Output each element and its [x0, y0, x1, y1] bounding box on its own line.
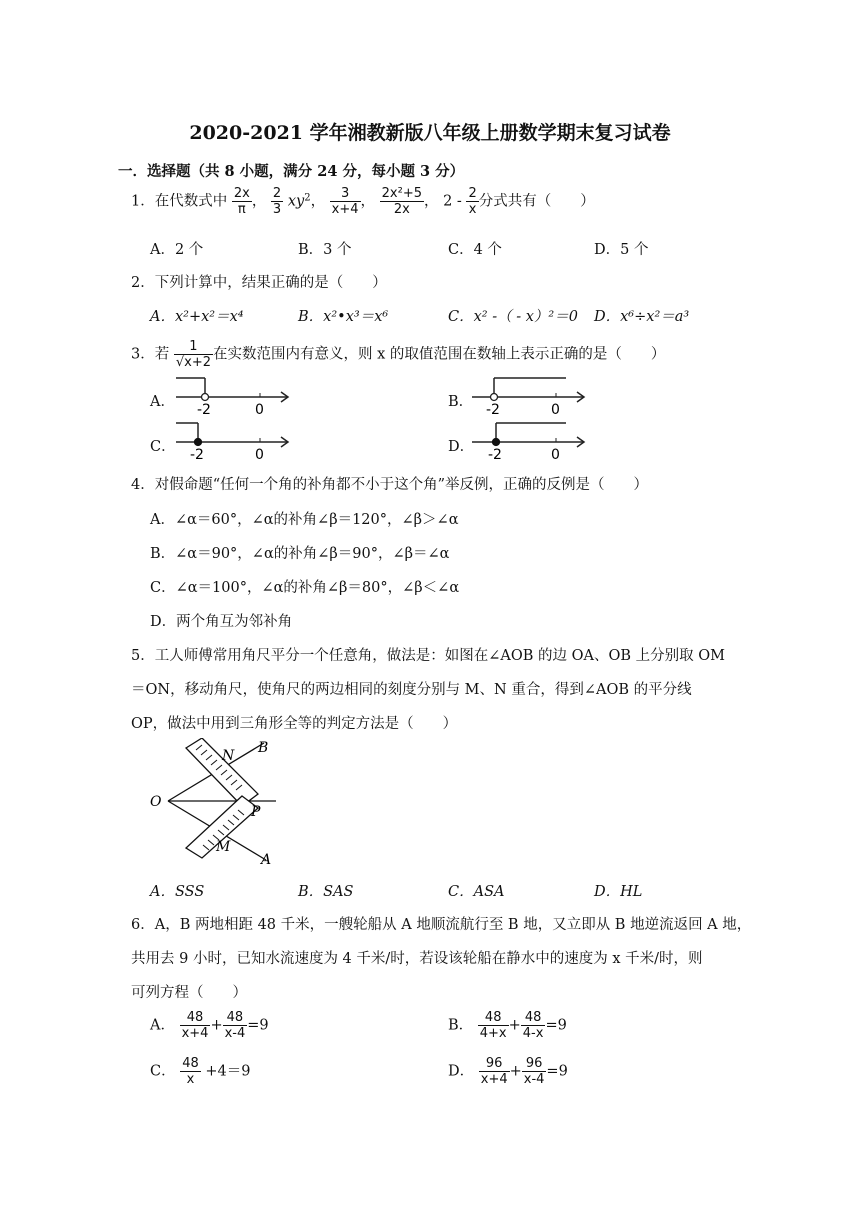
q2-option-d: D．x⁶÷x²＝a³ [594, 309, 690, 325]
question-3-stem: 3．若 $\frac{1}{√x+2}$ 在实数范围内有意义，则 x 的取值范围在数轴上表示正确的是（ ） [131, 339, 666, 370]
tick-label: 0 [551, 447, 560, 462]
question-4-stem: 4．对假命题“任何一个角的补角都不小于这个角”举反例，正确的反例是（ ） [131, 477, 649, 493]
tick-label: -2 [486, 402, 500, 417]
q1-option-a: A．2 个 [150, 242, 204, 258]
q2-option-a: A．x²+x²＝x⁴ [150, 309, 244, 325]
tick-label: 0 [255, 402, 264, 417]
question-6-line-2: 共用去 9 小时，已知水流速度为 4 千米/时，若设该轮船在静水中的速度为 x 千米/时，则 [131, 951, 703, 967]
q3-option-d-label: D． [448, 439, 475, 455]
q2-option-b: B．x²•x³＝x⁶ [298, 309, 389, 325]
q4-option-c: C．∠α＝100°，∠α的补角∠β＝80°，∠β＜∠α [150, 580, 460, 596]
point-label: B [258, 740, 269, 756]
point-label: M [216, 839, 231, 855]
fraction: $\frac{48}{x+4}$ [181, 1010, 209, 1041]
fraction: $\frac{3}{x+4}$ [331, 186, 359, 217]
question-6-line-3: 可列方程（ ） [131, 985, 247, 1001]
number-line-d [466, 417, 591, 462]
point-label: A [261, 852, 272, 868]
point-label: P [251, 804, 261, 820]
question-6-line-1: 6．A，B 两地相距 48 千米，一艘轮船从 A 地顺流航行至 B 地，又立即从 B 地逆流返回 A 地， [131, 917, 752, 933]
point-label: O [150, 794, 162, 810]
fraction: $\frac{48}{4+x}$ [479, 1010, 507, 1041]
question-1-stem: 1．在代数式中 $\frac{2x}{\pi}$ ， $\frac{2}{3}$ $xy^2$， $\frac{3}{x+4}$ ， $\frac{\text{2x²+5}}{2x}$ ， 2 - $\frac{2}{x}$ 分式共有（ ） [131, 186, 595, 217]
fraction: $\frac{2x}{\pi}$ [233, 186, 250, 217]
q2-option-c: C．x² -（ - x）²＝0 [448, 309, 578, 325]
q6-option-c: C． $\frac{48}{x}$ +4＝9 [150, 1056, 251, 1087]
q3-option-c-label: C． [150, 439, 176, 455]
q6-option-a: A． $\frac{48}{x+4}$ + $\frac{48}{x-4}$ =9 [150, 1010, 269, 1041]
fraction: $\frac{2}{x}$ [468, 186, 477, 217]
tick-label: 0 [551, 402, 560, 417]
fraction: $\frac{\text{2x²+5}}{2x}$ [381, 186, 422, 217]
number-line-b [466, 372, 591, 417]
fraction: $\frac{96}{x+4}$ [480, 1056, 508, 1087]
question-5-line-1: 5．工人师傅常用角尺平分一个任意角，做法是：如图在∠AOB 的边 OA、OB 上分别取 OM [131, 648, 725, 664]
fraction: $\frac{48}{x-4}$ [224, 1010, 246, 1041]
q5-option-c: C．ASA [448, 884, 505, 900]
question-5-line-3: OP，做法中用到三角形全等的判定方法是（ ） [131, 716, 458, 732]
number-line-a [170, 372, 295, 417]
q4-option-d: D．两个角互为邻补角 [150, 614, 293, 630]
q5-option-d: D．HL [594, 884, 643, 900]
angle-ruler-figure [146, 738, 282, 868]
number-line-c [170, 417, 295, 462]
fraction: $\frac{96}{x-4}$ [523, 1056, 545, 1087]
tick-label: -2 [190, 447, 204, 462]
q1-option-c: C．4 个 [448, 242, 502, 258]
tick-label: 0 [255, 447, 264, 462]
page-title: 2020-2021 学年湘教新版八年级上册数学期末复习试卷 [189, 122, 671, 144]
q1-option-d: D．5 个 [594, 242, 649, 258]
question-2-stem: 2．下列计算中，结果正确的是（ ） [131, 275, 387, 291]
fraction: $\frac{48}{4-x}$ [522, 1010, 544, 1041]
tick-label: -2 [488, 447, 502, 462]
fraction: $\frac{2}{3}$ [272, 186, 282, 217]
q5-option-b: B．SAS [298, 884, 354, 900]
tick-label: -2 [197, 402, 211, 417]
point-label: N [222, 748, 235, 764]
q5-option-a: A．SSS [150, 884, 205, 900]
fraction: $\frac{48}{x}$ [182, 1056, 199, 1087]
q6-option-d: D． $\frac{96}{x+4}$ + $\frac{96}{x-4}$ =9 [448, 1056, 568, 1087]
q4-option-a: A．∠α＝60°，∠α的补角∠β＝120°，∠β＞∠α [150, 512, 459, 528]
fraction: $\frac{1}{√x+2}$ [175, 339, 211, 370]
section-heading: 一．选择题（共 8 小题，满分 24 分，每小题 3 分） [118, 163, 465, 180]
q1-option-b: B．3 个 [298, 242, 352, 258]
q3-option-a-label: A． [150, 394, 175, 410]
question-5-line-2: ＝ON，移动角尺，使角尺的两边相同的刻度分别与 M、N 重合，得到∠AOB 的平分线 [131, 682, 692, 698]
q6-option-b: B． $\frac{48}{4+x}$ + $\frac{48}{4-x}$ =9 [448, 1010, 567, 1041]
q4-option-b: B．∠α＝90°，∠α的补角∠β＝90°，∠β＝∠α [150, 546, 450, 562]
q3-option-b-label: B． [448, 394, 474, 410]
